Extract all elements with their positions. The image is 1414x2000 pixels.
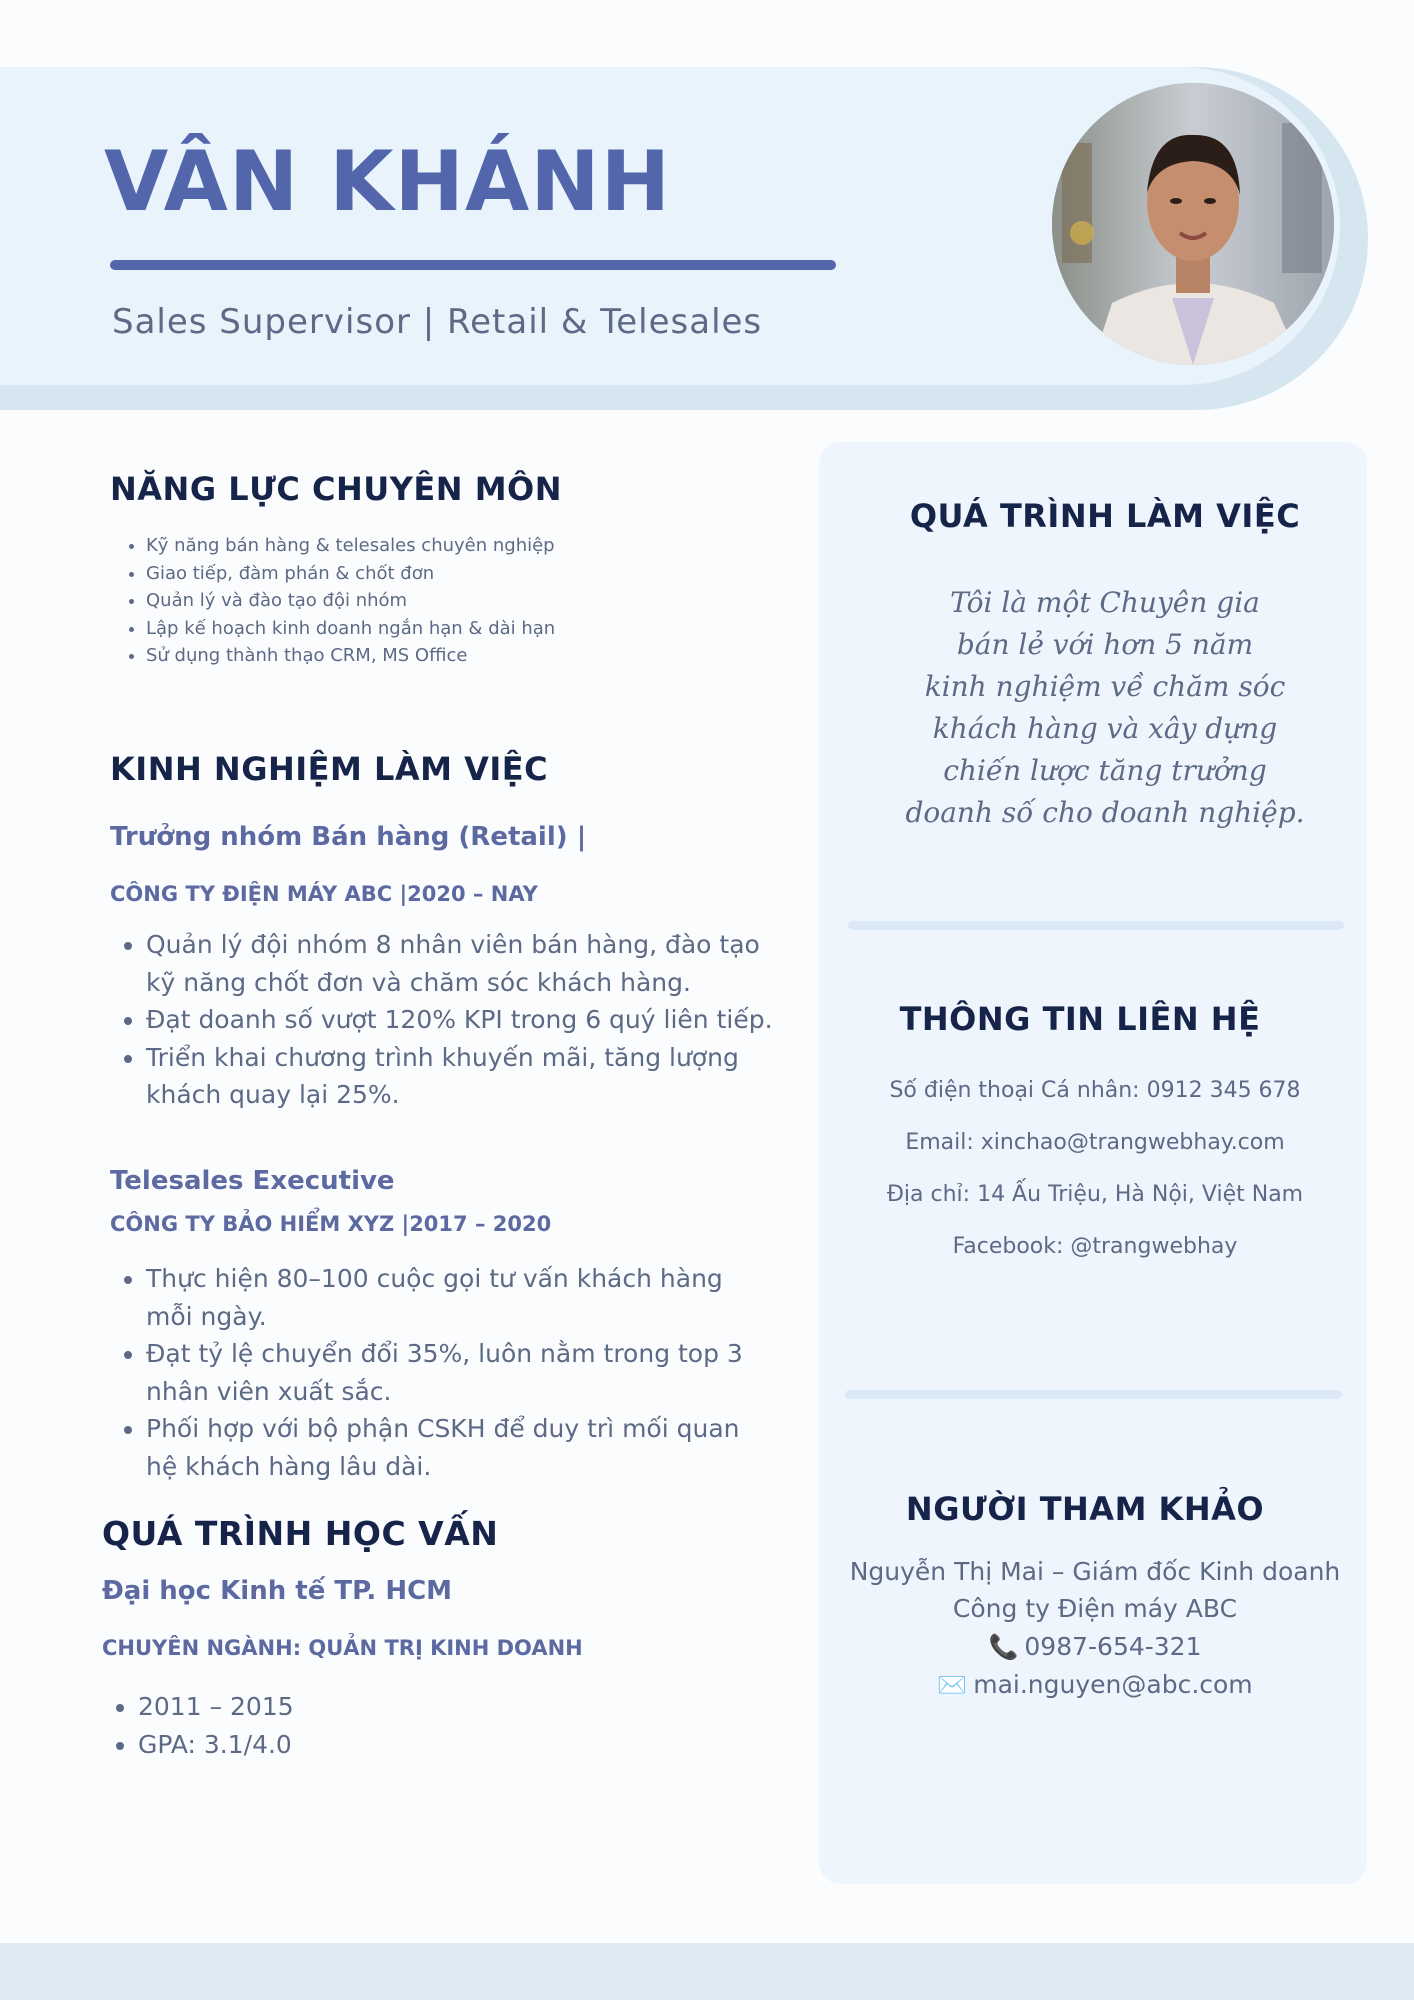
list-item: • Kỹ năng bán hàng & telesales chuyên nghiệp xyxy=(146,532,706,560)
list-item: • Sử dụng thành thạo CRM, MS Office xyxy=(146,642,706,670)
education-major: CHUYÊN NGÀNH: QUẢN TRỊ KINH DOANH xyxy=(102,1636,583,1660)
contact-address: Địa chỉ: 14 Ấu Triệu, Hà Nội, Việt Nam xyxy=(886,1182,1304,1207)
list-item: • Lập kế hoạch kinh doanh ngắn hạn & dài hạn xyxy=(146,615,706,643)
job-bullets xyxy=(110,926,786,1114)
envelope-icon: ✉️ xyxy=(937,1671,968,1699)
list-item: • Đạt doanh số vượt 120% KPI trong 6 quý liên tiếp. xyxy=(146,1001,786,1039)
reference-email: mai.nguyen@abc.com xyxy=(973,1670,1253,1699)
portrait-illustration xyxy=(1052,83,1334,365)
list-item: • Quản lý đội nhóm 8 nhân viên bán hàng, đào tạo kỹ năng chốt đơn và chăm sóc khách hàng. xyxy=(146,926,786,1001)
list-item: • 2011 – 2015 xyxy=(138,1688,538,1726)
list-item: • Phối hợp với bộ phận CSKH để duy trì mối quan hệ khách hàng lâu dài. xyxy=(146,1410,766,1485)
reference-name: Nguyễn Thị Mai – Giám đốc Kinh doanh xyxy=(849,1557,1341,1586)
skills-heading: NĂNG LỰC CHUYÊN MÔN xyxy=(110,470,563,508)
reference-company: Công ty Điện máy ABC xyxy=(952,1594,1238,1623)
contact-facebook: Facebook: @trangwebhay xyxy=(952,1234,1238,1259)
job-bullets xyxy=(110,1260,766,1485)
summary-heading: QUÁ TRÌNH LÀM VIỆC xyxy=(909,497,1301,535)
candidate-name: VÂN KHÁNH xyxy=(104,133,672,230)
section-divider xyxy=(845,1390,1342,1399)
job-role: Telesales Executive xyxy=(110,1166,395,1196)
summary-line: bán lẻ với hơn 5 năm xyxy=(956,628,1254,661)
summary-line: doanh số cho doanh nghiệp. xyxy=(905,796,1305,829)
job-role: Trưởng nhóm Bán hàng (Retail) | xyxy=(110,822,587,852)
contact-heading: THÔNG TIN LIÊN HỆ xyxy=(899,1000,1261,1038)
summary-line: chiến lược tăng trưởng xyxy=(943,754,1267,787)
name-underline xyxy=(110,260,836,270)
contact-phone: Số điện thoại Cá nhân: 0912 345 678 xyxy=(889,1078,1301,1103)
summary-line: Tôi là một Chuyên gia xyxy=(950,586,1260,619)
list-item: • Giao tiếp, đàm phán & chốt đơn xyxy=(146,560,706,588)
reference-phone-row xyxy=(830,1632,1360,1661)
reference-email-row xyxy=(830,1670,1360,1699)
skills-list xyxy=(110,532,706,670)
phone-icon: 📞 xyxy=(988,1633,1019,1661)
footer-band xyxy=(0,1943,1414,2000)
section-divider xyxy=(848,921,1344,930)
school-name: Đại học Kinh tế TP. HCM xyxy=(102,1576,453,1606)
education-heading: QUÁ TRÌNH HỌC VẤN xyxy=(102,1514,499,1553)
list-item: • Thực hiện 80–100 cuộc gọi tư vấn khách hàng mỗi ngày. xyxy=(146,1260,766,1335)
summary-text xyxy=(870,582,1340,834)
job-company: CÔNG TY ĐIỆN MÁY ABC |2020 – NAY xyxy=(110,882,538,906)
list-item: • Quản lý và đào tạo đội nhóm xyxy=(146,587,706,615)
list-item: • Triển khai chương trình khuyến mãi, tăng lượng khách quay lại 25%. xyxy=(146,1039,786,1114)
reference-phone: 0987-654-321 xyxy=(1024,1632,1202,1661)
contact-email: Email: xinchao@trangwebhay.com xyxy=(905,1130,1285,1155)
job-title: Sales Supervisor | Retail & Telesales xyxy=(112,302,763,342)
job-company: CÔNG TY BẢO HIỂM XYZ |2017 – 2020 xyxy=(110,1212,552,1236)
summary-line: kinh nghiệm về chăm sóc xyxy=(924,670,1286,703)
profile-photo xyxy=(1052,83,1334,365)
education-list xyxy=(102,1688,538,1763)
summary-line: khách hàng và xây dựng xyxy=(932,712,1278,745)
list-item: • Đạt tỷ lệ chuyển đổi 35%, luôn nằm trong top 3 nhân viên xuất sắc. xyxy=(146,1335,766,1410)
experience-heading: KINH NGHIỆM LÀM VIỆC xyxy=(110,750,549,788)
reference-heading: NGƯỜI THAM KHẢO xyxy=(905,1490,1265,1528)
list-item: • GPA: 3.1/4.0 xyxy=(138,1726,538,1764)
